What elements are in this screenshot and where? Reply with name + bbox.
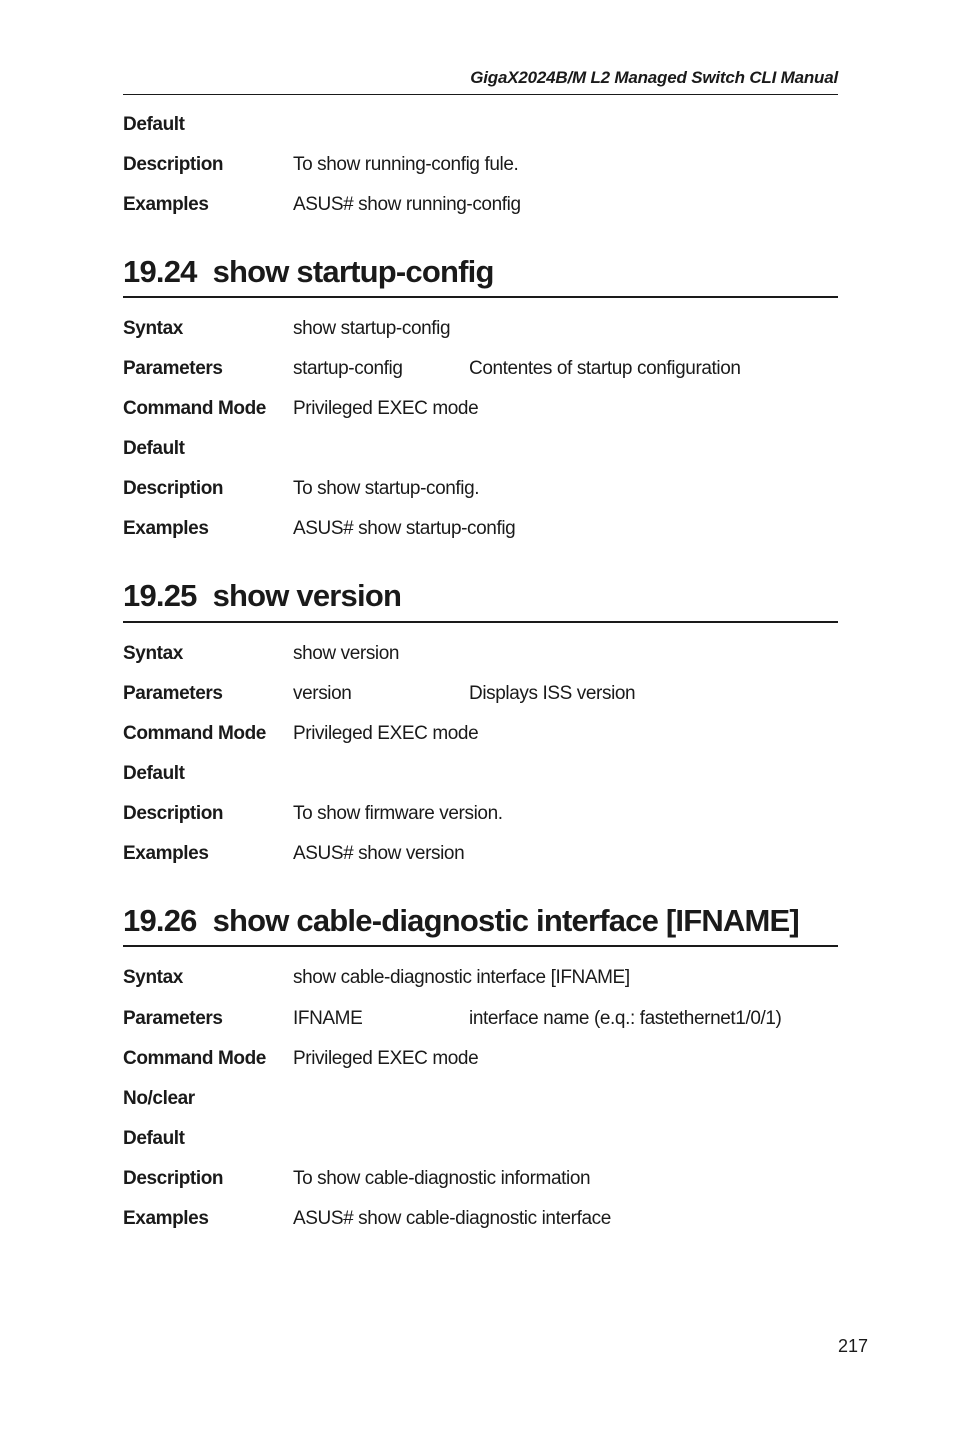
command-mode-value: Privileged EXEC mode	[293, 1048, 479, 1069]
examples-label: Examples	[123, 843, 209, 864]
header-rule	[123, 94, 838, 95]
parameters-label: Parameters	[123, 683, 223, 704]
section-title-text: show startup-config	[212, 254, 494, 289]
noclear-label: No/clear	[123, 1088, 195, 1109]
syntax-value: show version	[293, 643, 400, 664]
syntax-value: show cable-diagnostic interface [IFNAME]	[293, 967, 630, 988]
examples-row	[123, 194, 838, 222]
parameters-row	[123, 358, 838, 386]
description-label: Description	[123, 154, 224, 175]
syntax-label: Syntax	[123, 318, 183, 339]
command-mode-value: Privileged EXEC mode	[293, 398, 479, 419]
description-value: To show cable-diagnostic information	[293, 1168, 591, 1189]
description-row	[123, 154, 838, 182]
syntax-row	[123, 967, 838, 995]
command-mode-label: Command Mode	[123, 398, 266, 419]
parameter-description: Displays ISS version	[469, 683, 636, 704]
section-rule	[123, 621, 838, 623]
parameter-description: interface name (e.q.: fastethernet1/0/1)	[469, 1008, 782, 1029]
section-title-text: show cable-diagnostic interface [IFNAME]	[212, 903, 799, 938]
syntax-label: Syntax	[123, 967, 183, 988]
description-value: To show running-config fule.	[293, 154, 519, 175]
default-label: Default	[123, 438, 185, 459]
section-title-text: show version	[212, 578, 402, 613]
syntax-label: Syntax	[123, 643, 183, 664]
command-mode-value: Privileged EXEC mode	[293, 723, 479, 744]
default-row	[123, 114, 838, 142]
syntax-row	[123, 318, 838, 346]
examples-row	[123, 843, 838, 871]
parameter-name: startup-config	[293, 358, 403, 379]
command-mode-row	[123, 723, 838, 751]
default-label: Default	[123, 763, 185, 784]
description-value: To show startup-config.	[293, 478, 480, 499]
syntax-value: show startup-config	[293, 318, 451, 339]
examples-row	[123, 1208, 838, 1236]
examples-value: ASUS# show running-config	[293, 194, 521, 215]
examples-row	[123, 518, 838, 546]
parameter-name: version	[293, 683, 352, 704]
description-label: Description	[123, 1168, 224, 1189]
command-mode-label: Command Mode	[123, 1048, 266, 1069]
section-heading	[123, 903, 838, 939]
section-number: 19.24	[123, 254, 197, 289]
examples-value: ASUS# show startup-config	[293, 518, 516, 539]
page-number: 217	[837, 1336, 868, 1356]
examples-value: ASUS# show version	[293, 843, 465, 864]
parameters-label: Parameters	[123, 1008, 223, 1029]
syntax-row	[123, 643, 838, 671]
command-mode-row	[123, 398, 838, 426]
running-header: GigaX2024B/M L2 Managed Switch CLI Manual	[470, 68, 838, 87]
parameter-description: Contentes of startup configuration	[469, 358, 741, 379]
section-heading	[123, 254, 838, 290]
default-row	[123, 763, 838, 791]
examples-label: Examples	[123, 194, 209, 215]
default-row	[123, 438, 838, 466]
default-label: Default	[123, 1128, 185, 1149]
description-row	[123, 803, 838, 831]
section-number: 19.25	[123, 578, 197, 613]
default-label: Default	[123, 114, 185, 135]
parameters-row	[123, 683, 838, 711]
section-rule	[123, 945, 838, 947]
examples-value: ASUS# show cable-diagnostic interface	[293, 1208, 611, 1229]
description-label: Description	[123, 478, 224, 499]
examples-label: Examples	[123, 518, 209, 539]
examples-label: Examples	[123, 1208, 209, 1229]
parameters-row	[123, 1008, 838, 1036]
description-row	[123, 478, 838, 506]
parameter-name: IFNAME	[293, 1008, 363, 1029]
parameters-label: Parameters	[123, 358, 223, 379]
description-label: Description	[123, 803, 224, 824]
description-row	[123, 1168, 838, 1196]
description-value: To show firmware version.	[293, 803, 503, 824]
command-mode-label: Command Mode	[123, 723, 266, 744]
default-row	[123, 1128, 838, 1156]
section-number: 19.26	[123, 903, 197, 938]
section-heading	[123, 578, 838, 614]
section-rule	[123, 296, 838, 298]
noclear-row	[123, 1088, 838, 1116]
command-mode-row	[123, 1048, 838, 1076]
